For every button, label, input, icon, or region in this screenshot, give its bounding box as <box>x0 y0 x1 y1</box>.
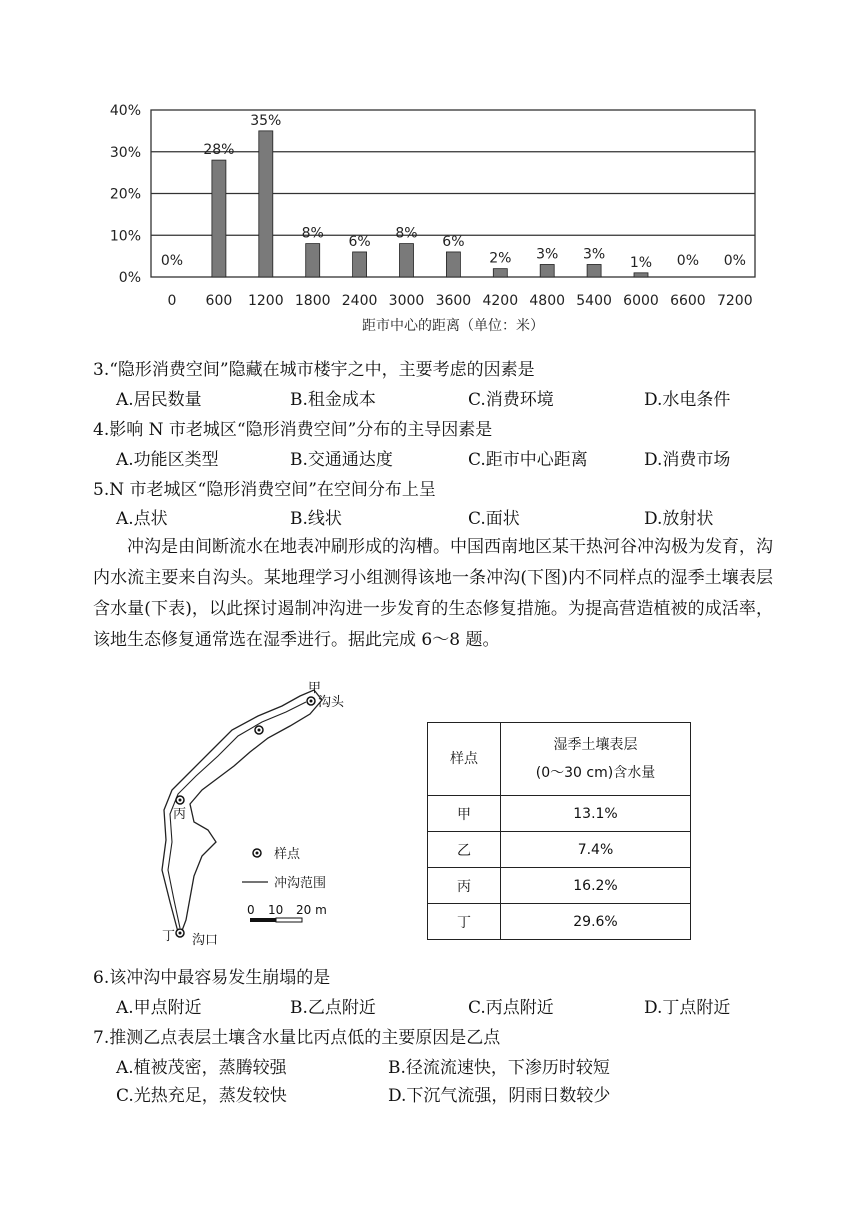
question-6-option-d[interactable]: D.丁点附近 <box>644 998 731 1018</box>
table-cell-site: 甲 <box>428 796 501 832</box>
moisture-table <box>427 722 691 940</box>
chart-x-tick-label: 3000 <box>388 293 425 309</box>
question-3-stem: 3.“隐形消费空间”隐藏在城市楼宇之中，主要考虑的因素是 <box>93 360 535 380</box>
chart-bar <box>446 252 460 277</box>
scale-label-0: 0 <box>247 903 255 917</box>
sample-label-ding: 丁 <box>162 929 176 944</box>
question-3-option-a[interactable]: A.居民数量 <box>116 390 202 410</box>
chart-bar <box>587 264 601 277</box>
chart-data-label: 6% <box>348 233 371 250</box>
question-5-option-d[interactable]: D.放射状 <box>644 509 714 529</box>
chart-data-label: 2% <box>489 250 512 267</box>
table-cell-value: 29.6% <box>501 904 691 940</box>
table-cell-value: 7.4% <box>501 832 691 868</box>
chart-bar <box>353 252 367 277</box>
table-header-moisture-line2: (0～30 cm)含水量 <box>535 765 656 781</box>
question-4-option-d[interactable]: D.消费市场 <box>644 450 731 470</box>
chart-x-tick-label: 4200 <box>482 293 519 309</box>
table-row <box>428 796 691 832</box>
question-4-stem: 4.影响 N 市老城区“隐形消费空间”分布的主导因素是 <box>93 420 493 440</box>
gully-mouth-label: 沟口 <box>192 933 219 948</box>
question-7-option-c[interactable]: C.光热充足，蒸发较快 <box>116 1086 287 1106</box>
chart-x-tick-label: 6600 <box>670 293 706 309</box>
chart-x-tick-label: 2400 <box>341 293 378 309</box>
gully-outline-inner <box>168 702 306 928</box>
chart-x-tick-label: 4800 <box>529 293 566 309</box>
chart-data-label: 6% <box>442 233 465 250</box>
sample-label-jia: 甲 <box>308 681 322 696</box>
chart-bar <box>493 269 507 277</box>
table-header-site: 样点 <box>428 723 501 796</box>
scale-label-20: 20 m <box>296 903 327 917</box>
question-4-option-b[interactable]: B.交通通达度 <box>290 450 393 470</box>
chart-y-tick-label: 20% <box>109 186 141 203</box>
sample-point-yi <box>255 726 263 734</box>
chart-bar <box>306 244 320 277</box>
question-7-option-a[interactable]: A.植被茂密，蒸腾较强 <box>116 1058 287 1078</box>
question-5-option-b[interactable]: B.线状 <box>290 509 342 529</box>
question-7-option-b[interactable]: B.径流流速快，下渗历时较短 <box>388 1058 610 1078</box>
question-3-option-d[interactable]: D.水电条件 <box>644 390 731 410</box>
chart-x-tick-label: 6000 <box>623 293 659 309</box>
chart-y-tick-label: 30% <box>109 144 141 161</box>
chart-x-tick-label: 0 <box>167 293 177 309</box>
chart-bar <box>540 264 554 277</box>
table-header-moisture-line1: 湿季土壤表层 <box>553 737 638 753</box>
question-6-option-b[interactable]: B.乙点附近 <box>290 998 376 1018</box>
gully-map <box>150 680 380 950</box>
chart-bar <box>259 131 273 277</box>
question-5-stem: 5.N 市老城区“隐形消费空间”在空间分布上呈 <box>93 480 436 500</box>
chart-data-label: 0% <box>160 253 184 269</box>
table-row <box>428 868 691 904</box>
chart-data-label: 35% <box>250 112 282 129</box>
question-6-option-c[interactable]: C.丙点附近 <box>468 998 554 1018</box>
chart-data-label: 1% <box>629 254 653 271</box>
table-cell-site: 乙 <box>428 832 501 868</box>
chart-x-tick-label: 1200 <box>247 293 284 309</box>
table-cell-value: 13.1% <box>501 796 691 832</box>
chart-x-tick-label: 600 <box>205 293 233 309</box>
chart-x-tick-label: 5400 <box>576 293 612 309</box>
table-cell-site: 丙 <box>428 868 501 904</box>
sample-point-jia <box>307 681 345 710</box>
table-row <box>428 832 691 868</box>
chart-y-tick-label: 40% <box>109 103 141 119</box>
question-5-option-a[interactable]: A.点状 <box>116 509 168 529</box>
question-7-stem: 7.推测乙点表层土壤含水量比丙点低的主要原因是乙点 <box>93 1028 501 1048</box>
legend-range-label: 冲沟范围 <box>274 876 327 891</box>
distance-bar-chart <box>0 0 860 340</box>
map-scale-bar <box>247 903 327 922</box>
chart-x-axis-label: 距市中心的距离（单位：米） <box>362 318 544 334</box>
chart-data-label: 8% <box>395 225 418 242</box>
chart-y-tick-label: 0% <box>118 270 141 286</box>
scale-label-10: 10 <box>268 903 284 917</box>
chart-data-label: 28% <box>203 142 235 159</box>
chart-bar <box>400 244 414 277</box>
table-header-moisture <box>501 723 691 796</box>
question-6-option-a[interactable]: A.甲点附近 <box>116 998 202 1018</box>
gully-head-label: 沟头 <box>318 695 345 710</box>
question-6-stem: 6.该冲沟中最容易发生崩塌的是 <box>93 968 331 988</box>
chart-data-label: 0% <box>676 253 700 269</box>
passage <box>93 532 773 656</box>
table-row <box>428 904 691 940</box>
question-5-option-c[interactable]: C.面状 <box>468 509 520 529</box>
chart-data-label: 3% <box>536 246 559 263</box>
chart-bar <box>634 273 648 277</box>
sample-label-bing: 丙 <box>173 807 187 822</box>
table-cell-site: 丁 <box>428 904 501 940</box>
chart-bar <box>212 160 226 277</box>
table-header-row <box>428 723 691 796</box>
passage-text: 冲沟是由间断流水在地表冲刷形成的沟槽。中国西南地区某干热河谷冲沟极为发育，沟内水流主要来自沟头。某地理学习小组测得该地一条冲沟(下图)内不同样点的湿季土壤表层含水量(下表)，以此探讨遏制冲沟进一步发育的生态修复措施。为提高营造植被的成活率，该地生态修复通常选在湿季进行。据此完成 6～8 题。 <box>93 537 773 650</box>
chart-y-tick-label: 10% <box>109 228 141 245</box>
legend-sample-label: 样点 <box>274 847 301 862</box>
map-legend <box>242 846 326 891</box>
chart-data-label: 0% <box>723 253 746 269</box>
question-4-option-c[interactable]: C.距市中心距离 <box>468 450 588 470</box>
chart-data-label: 3% <box>582 246 606 263</box>
question-7-option-d[interactable]: D.下沉气流强，阴雨日数较少 <box>388 1086 611 1106</box>
sample-point-bing <box>173 796 186 822</box>
sample-point-ding <box>162 929 218 948</box>
table-cell-value: 16.2% <box>501 868 691 904</box>
chart-x-tick-label: 3600 <box>435 293 472 309</box>
question-3-option-b[interactable]: B.租金成本 <box>290 390 376 410</box>
chart-x-tick-label: 7200 <box>716 293 753 309</box>
chart-x-tick-label: 1800 <box>294 293 331 309</box>
chart-data-label: 8% <box>301 225 324 242</box>
question-4-option-a[interactable]: A.功能区类型 <box>116 450 219 470</box>
question-3-option-c[interactable]: C.消费环境 <box>468 390 554 410</box>
